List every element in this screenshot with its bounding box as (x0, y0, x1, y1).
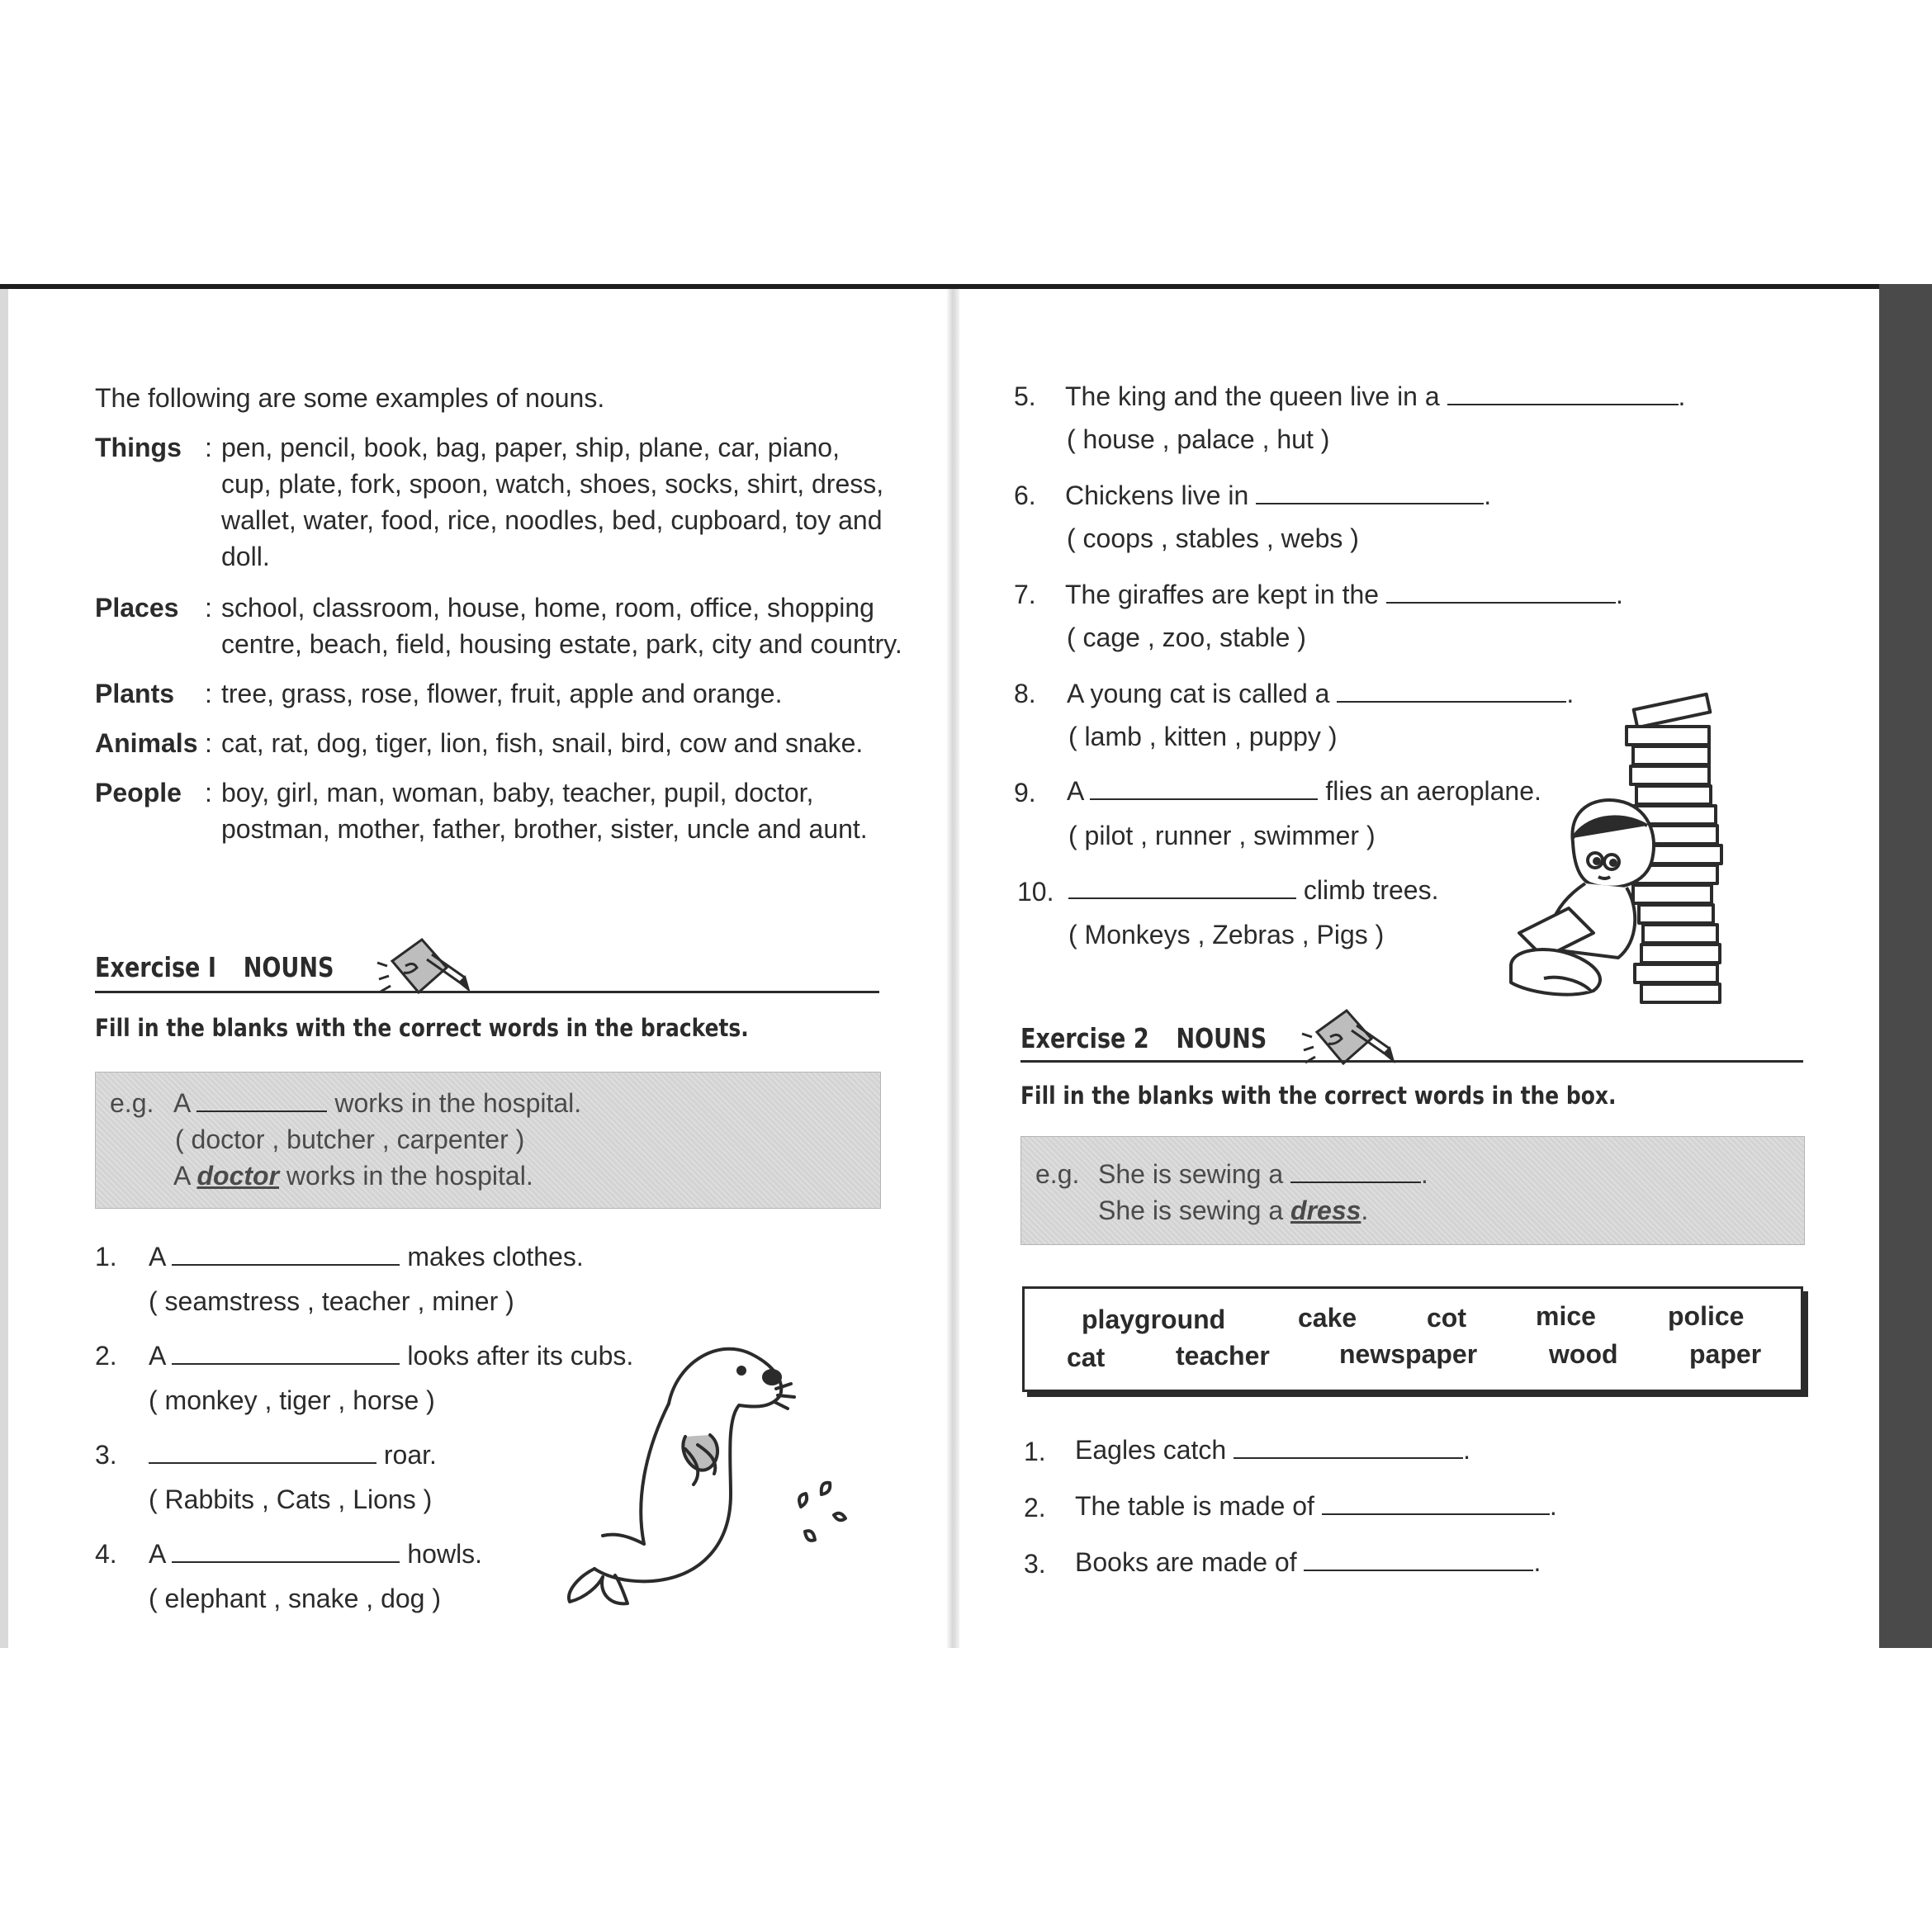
answer-blank[interactable] (1386, 577, 1616, 604)
question-number: 10. (1017, 877, 1054, 907)
category-line: cup, plate, fork, spoon, watch, shoes, socks, shirt, dress, (221, 469, 884, 499)
question-8: A young cat is called a . (1067, 675, 1574, 712)
exercise-1-rule (95, 991, 879, 993)
example-blank (1290, 1157, 1421, 1183)
example-label: e.g. (110, 1088, 154, 1118)
question-options: ( Rabbits , Cats , Lions ) (149, 1485, 433, 1514)
word-box-item: paper (1689, 1339, 1762, 1369)
question-number: 3. (95, 1440, 117, 1470)
category-label-things: Things (95, 433, 182, 462)
question-number: 1. (95, 1242, 117, 1271)
word-box-item: cake (1298, 1303, 1357, 1333)
category-label-animals: Animals (95, 728, 198, 758)
question-10: climb trees. (1068, 872, 1438, 908)
question-number: 1. (1024, 1437, 1046, 1466)
example-line-1: A works in the hospital. (173, 1085, 581, 1121)
question-options: ( cage , zoo, stable ) (1067, 623, 1306, 652)
example-answer-word: doctor (197, 1161, 280, 1191)
category-colon: : (205, 679, 212, 708)
exercise-1-instruction: Fill in the blanks with the correct words in the brackets. (95, 1014, 749, 1042)
category-line: doll. (221, 542, 270, 571)
example-label: e.g. (1035, 1159, 1080, 1189)
example-blank (197, 1086, 327, 1112)
question-9: A flies an aeroplane. (1067, 773, 1541, 809)
question-number: 4. (95, 1539, 117, 1569)
exercise-2-question-1: Eagles catch . (1075, 1432, 1470, 1468)
question-7: The giraffes are kept in the . (1065, 576, 1623, 613)
word-box-item: mice (1536, 1301, 1596, 1331)
question-number: 2. (95, 1341, 117, 1371)
scan-right-edge (1879, 284, 1932, 1648)
answer-blank[interactable] (172, 1239, 400, 1266)
answer-blank[interactable] (1068, 873, 1296, 899)
category-line: cat, rat, dog, tiger, lion, fish, snail, bird, cow and snake. (221, 728, 864, 758)
question-number: 8. (1014, 679, 1036, 708)
question-number: 6. (1014, 481, 1036, 510)
scan-top-edge (0, 284, 1932, 289)
category-colon: : (205, 778, 212, 807)
question-6: Chickens live in . (1065, 477, 1491, 514)
exercise-1-title: Exercise I NOUNS (95, 951, 334, 983)
question-2: A looks after its cubs. (149, 1338, 633, 1374)
pencil-paper-icon (1300, 1001, 1395, 1075)
question-number: 9. (1014, 778, 1036, 807)
question-4: A howls. (149, 1536, 482, 1572)
question-options: ( coops , stables , webs ) (1067, 523, 1359, 553)
answer-blank[interactable] (172, 1537, 400, 1563)
answer-blank[interactable] (1322, 1489, 1550, 1515)
question-number: 5. (1014, 381, 1036, 411)
question-options: ( seamstress , teacher , miner ) (149, 1286, 514, 1316)
page-left-edge (0, 289, 8, 1648)
answer-blank[interactable] (1090, 774, 1318, 800)
example-answer-word: dress (1290, 1196, 1361, 1225)
word-box-item: police (1668, 1301, 1745, 1331)
word-box-item: teacher (1176, 1341, 1270, 1371)
category-line: postman, mother, father, brother, sister, uncle and aunt. (221, 814, 868, 844)
word-box-item: cot (1427, 1303, 1466, 1333)
answer-blank[interactable] (1234, 1432, 1463, 1459)
boy-reading-books-illustration (1494, 685, 1759, 1016)
example-answer: A doctor works in the hospital. (173, 1161, 533, 1191)
question-number: 7. (1014, 580, 1036, 609)
question-3: roar. (149, 1437, 437, 1473)
exercise-2-instruction: Fill in the blanks with the correct words in the box. (1020, 1082, 1617, 1110)
category-label-places: Places (95, 593, 179, 623)
question-number: 3. (1024, 1549, 1046, 1579)
exercise-2-title: Exercise 2 NOUNS (1020, 1022, 1267, 1054)
intro-text: The following are some examples of nouns. (95, 383, 605, 413)
category-line: school, classroom, house, home, room, office, shopping (221, 593, 874, 623)
answer-blank[interactable] (172, 1338, 400, 1365)
seal-illustration (553, 1329, 867, 1610)
page-gutter (946, 289, 959, 1648)
exercise-2-question-2: The table is made of . (1075, 1488, 1557, 1524)
category-line: tree, grass, rose, flower, fruit, apple and orange. (221, 679, 783, 708)
answer-blank[interactable] (1447, 379, 1679, 405)
question-number: 2. (1024, 1493, 1046, 1522)
category-colon: : (205, 728, 212, 758)
exercise-2-question-3: Books are made of . (1075, 1544, 1541, 1580)
example-answer: She is sewing a dress. (1098, 1196, 1369, 1225)
category-label-people: People (95, 778, 182, 807)
category-line: wallet, water, food, rice, noodles, bed, cupboard, toy and (221, 505, 883, 535)
category-line: centre, beach, field, housing estate, park, city and country. (221, 629, 902, 659)
word-box-item: cat (1067, 1342, 1106, 1372)
answer-blank[interactable] (1256, 478, 1484, 504)
exercise-2-rule (1020, 1060, 1803, 1063)
category-line: boy, girl, man, woman, baby, teacher, pupil, doctor, (221, 778, 814, 807)
example-options: ( doctor , butcher , carpenter ) (175, 1125, 525, 1154)
category-colon: : (205, 593, 212, 623)
question-options: ( lamb , kitten , puppy ) (1068, 722, 1338, 751)
question-5: The king and the queen live in a . (1065, 378, 1685, 414)
category-label-plants: Plants (95, 679, 175, 708)
question-options: ( pilot , runner , swimmer ) (1068, 821, 1376, 850)
question-options: ( Monkeys , Zebras , Pigs ) (1068, 920, 1385, 949)
question-options: ( elephant , snake , dog ) (149, 1584, 441, 1613)
question-options: ( monkey , tiger , horse ) (149, 1385, 435, 1415)
answer-blank[interactable] (149, 1437, 376, 1464)
word-box-item: wood (1549, 1339, 1618, 1369)
category-colon: : (205, 433, 212, 462)
question-options: ( house , palace , hut ) (1067, 424, 1330, 454)
word-box-item: playground (1082, 1305, 1226, 1334)
answer-blank[interactable] (1304, 1545, 1533, 1571)
word-box-item: newspaper (1339, 1339, 1478, 1369)
example-line-1: She is sewing a . (1098, 1156, 1428, 1192)
category-line: pen, pencil, book, bag, paper, ship, plane, car, piano, (221, 433, 840, 462)
question-1: A makes clothes. (149, 1238, 584, 1275)
